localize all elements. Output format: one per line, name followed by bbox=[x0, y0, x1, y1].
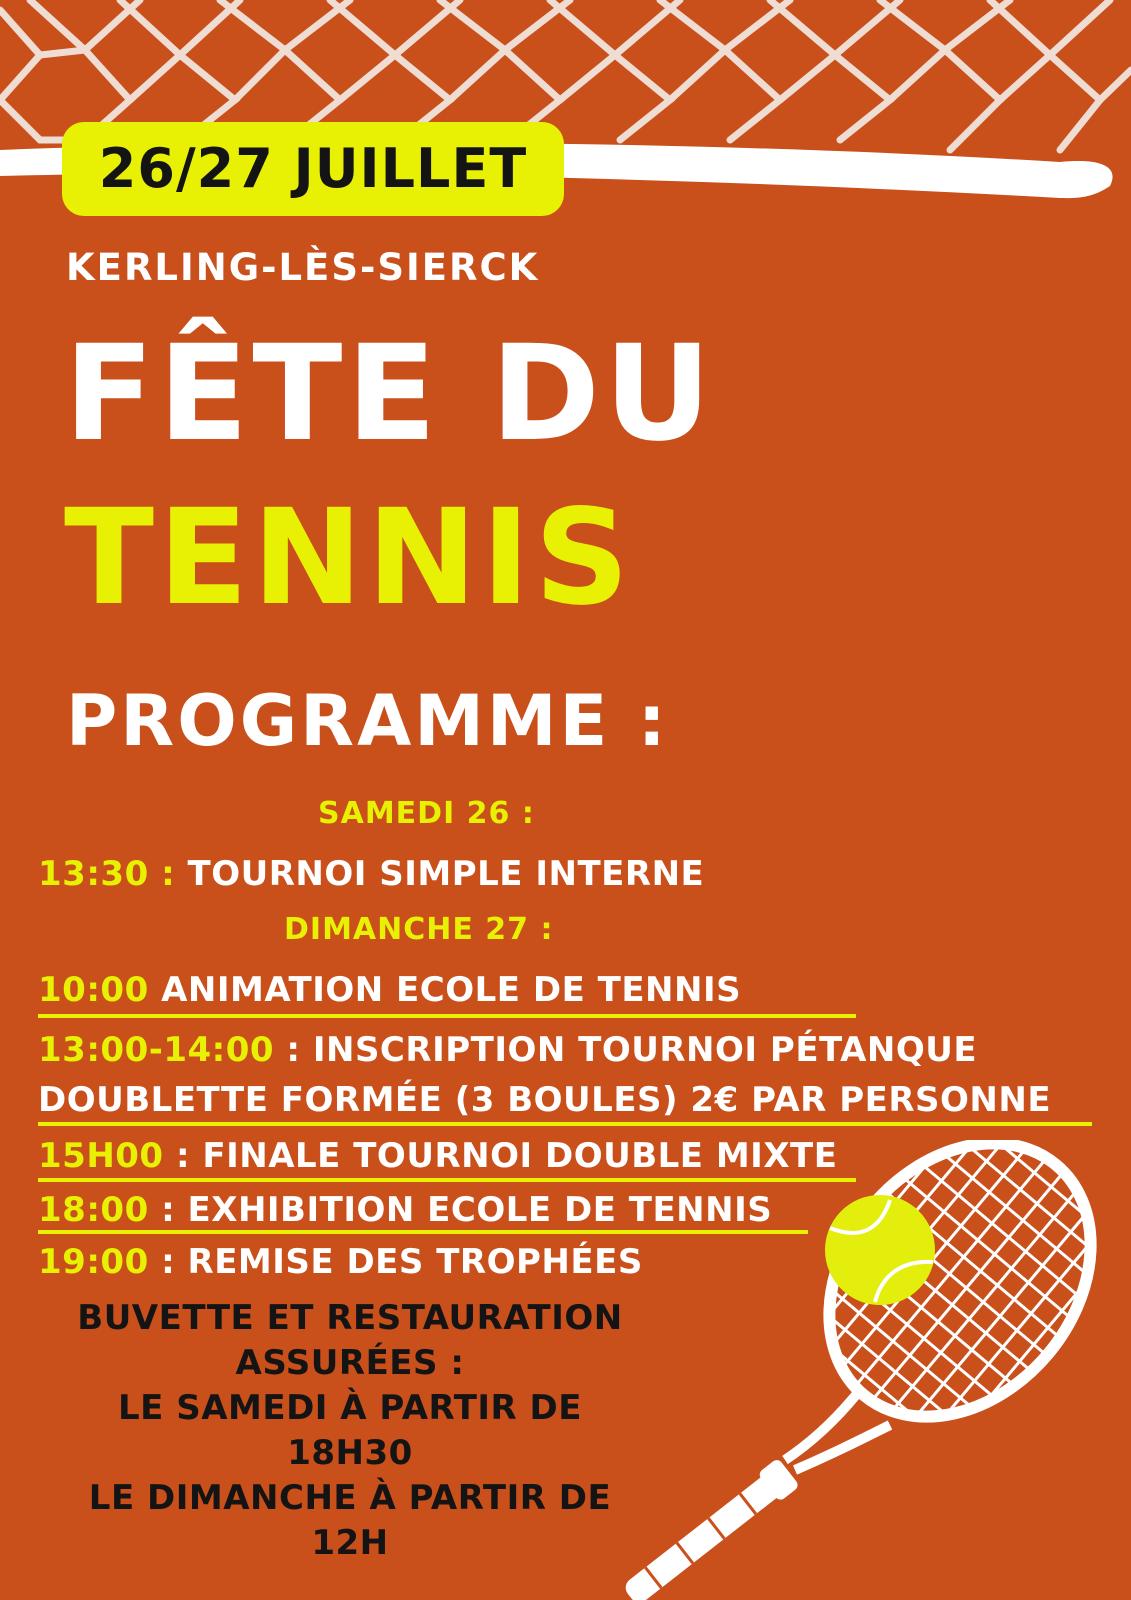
underline bbox=[38, 1122, 1092, 1126]
event-date: 26/27 JUILLET bbox=[98, 137, 528, 200]
schedule-text: ANIMATION ECOLE DE TENNIS bbox=[161, 970, 742, 1010]
schedule-time: 15H00 bbox=[38, 1136, 164, 1176]
tennis-racket-icon bbox=[590, 1140, 1110, 1600]
schedule-time: 13:00-14:00 bbox=[38, 1030, 275, 1070]
info-line: ASSURÉES : bbox=[235, 1343, 465, 1383]
programme-heading: PROGRAMME : bbox=[66, 680, 669, 762]
info-line: 12H bbox=[311, 1523, 389, 1563]
info-line: LE DIMANCHE À PARTIR DE bbox=[88, 1478, 612, 1518]
schedule-item bbox=[38, 970, 741, 1010]
refreshments-info bbox=[40, 1296, 660, 1566]
schedule-text: : FINALE TOURNOI DOUBLE MIXTE bbox=[175, 1136, 838, 1176]
schedule-time: 19:00 bbox=[38, 1242, 149, 1282]
title-line-1: FÊTE DU bbox=[64, 317, 716, 471]
schedule-text: DOUBLETTE FORMÉE (3 BOULES) 2€ PAR PERSONNE bbox=[38, 1080, 1052, 1120]
schedule-text: TOURNOI SIMPLE INTERNE bbox=[187, 854, 705, 894]
sunday-heading: DIMANCHE 27 : bbox=[284, 912, 554, 947]
underline bbox=[38, 1014, 856, 1018]
schedule-text: : EXHIBITION ECOLE DE TENNIS bbox=[161, 1190, 773, 1230]
schedule-item bbox=[38, 854, 704, 894]
schedule-text: : REMISE DES TROPHÉES bbox=[161, 1242, 643, 1282]
info-line: 18H30 bbox=[287, 1433, 413, 1473]
info-line: BUVETTE ET RESTAURATION bbox=[77, 1298, 623, 1338]
schedule-time: 10:00 bbox=[38, 970, 149, 1010]
date-badge bbox=[62, 122, 564, 216]
schedule-item bbox=[38, 1242, 643, 1282]
saturday-heading: SAMEDI 26 : bbox=[318, 796, 535, 831]
tennis-ball-icon bbox=[825, 1195, 935, 1305]
schedule-time: 18:00 bbox=[38, 1190, 149, 1230]
info-line: LE SAMEDI À PARTIR DE bbox=[117, 1388, 583, 1428]
schedule-text: : INSCRIPTION TOURNOI PÉTANQUE bbox=[286, 1030, 978, 1070]
title-line-2: TENNIS bbox=[64, 481, 634, 635]
schedule-time: 13:30 : bbox=[38, 854, 176, 894]
schedule-item bbox=[38, 1030, 977, 1070]
event-location: KERLING-LÈS-SIERCK bbox=[66, 246, 540, 289]
schedule-item-continued bbox=[38, 1080, 1051, 1120]
